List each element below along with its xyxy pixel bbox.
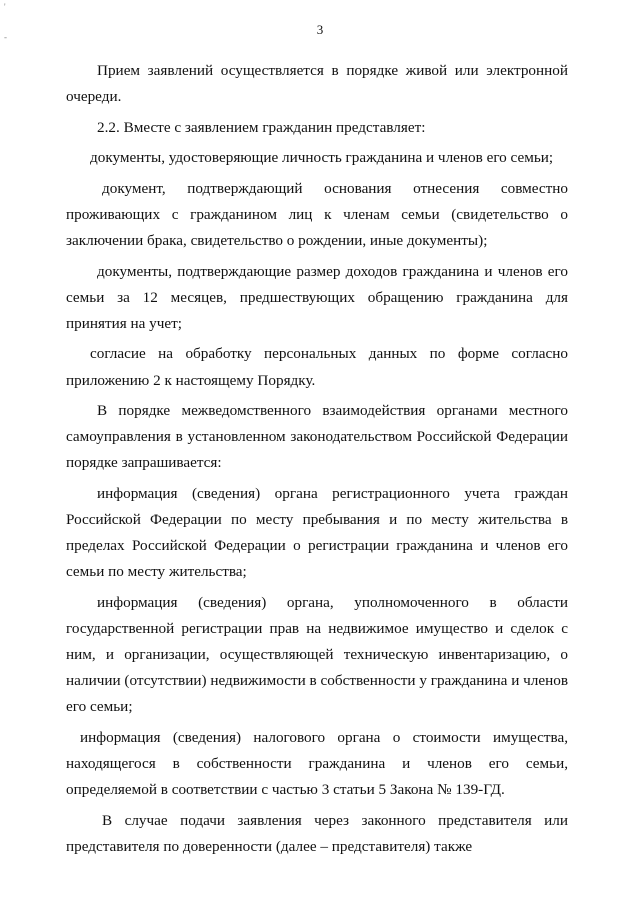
paragraph-representative: В случае подачи заявления через законного представителя или представителя по доверенности (далее – представителя) также (66, 811, 568, 855)
paragraph-family-documents: документ, подтверждающий основания отнесения совместно проживающих с гражданином лиц к членам семьи (свидетельство о заключении брака, свидетельство о рождении, иные документы); (66, 179, 568, 250)
paragraph-personal-data-consent: согласие на обработку персональных данных по форме согласно приложению 2 к настоящему Порядку. (66, 345, 568, 389)
paragraph-income-documents: документы, подтверждающие размер доходов гражданина и членов его семьи за 12 месяцев, предшествующих обращению гражданина для принятия на учет; (66, 262, 568, 332)
paragraph-queue: Прием заявлений осуществляется в порядке живой или электронной очереди. (66, 62, 568, 106)
paragraph-identity-documents: документы, удостоверяющие личность гражданина и членов его семьи; (90, 149, 554, 167)
paragraph-tax-info: информация (сведения) налогового органа о стоимости имущества, находящегося в собственности гражданина и членов его семьи, определяемой в соответствии с частью 3 статьи 5 Закона № 139-ГД. (66, 728, 568, 798)
paragraph-interagency-request: В порядке межведомственного взаимодействия органами местного самоуправления в установленном законодательством Российской Федерации порядке запрашивается: (66, 402, 568, 472)
page-number: 3 (316, 22, 324, 37)
paragraph-section-2-2: 2.2. Вместе с заявлением гражданин представляет: (97, 118, 426, 136)
scan-mark: ' (4, 2, 6, 12)
paragraph-registration-info: информация (сведения) органа регистрационного учета граждан Российской Федерации по месту пребывания и по месту жительства в пределах Российской Федерации о регистрации гражданина и членов его семьи по месту жительства; (66, 484, 568, 581)
paragraph-property-info: информация (сведения) органа, уполномоченного в области государственной регистрации прав на недвижимое имущество и сделок с ним, и организации, осуществляющей техническую инвентаризацию, о наличии (отсутствии) недвижимости в собственности у гражданина и членов его семьи; (66, 593, 568, 716)
document-body (66, 58, 568, 864)
scan-mark: - (4, 32, 7, 42)
